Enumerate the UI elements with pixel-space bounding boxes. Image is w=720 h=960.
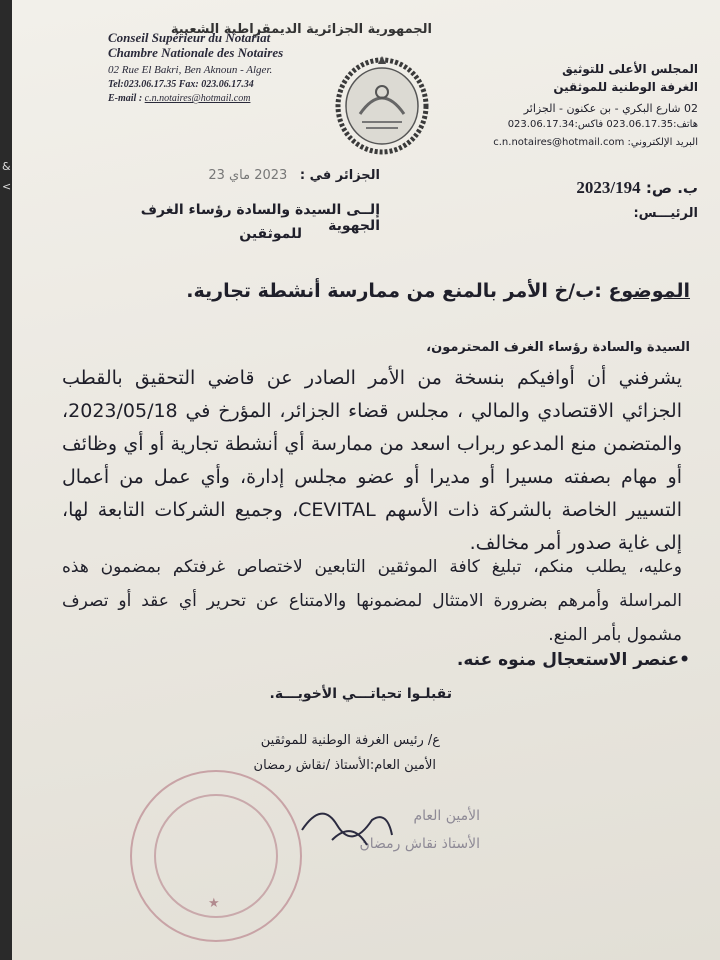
official-round-stamp <box>130 770 302 942</box>
reference-number: ب. ص: 2023/194 <box>576 178 698 197</box>
president-label: الرئيـــس: <box>633 206 698 221</box>
recipient-line-2: للموثقين <box>239 226 302 242</box>
email-french: E-mail : c.n.notaires@hotmail.com <box>108 93 251 104</box>
address-french: 02 Rue El Bakri, Ben Aknoun - Alger. <box>108 64 273 76</box>
closing-line: تقبلـوا تحياتـــي الأخويـــة. <box>269 686 452 702</box>
chamber-name-arabic: الغرفة الوطنية للموثقين <box>553 80 698 94</box>
letter-page <box>12 0 720 960</box>
phone-fax-french: Tel:023.06.17.35 Fax: 023.06.17.34 <box>108 79 254 90</box>
address-arabic: 02 شارع البكري - بن عكنون - الجزائر <box>523 102 698 115</box>
subject-line: الموضوع :ب/خ الأمر بالمنع من ممارسة أنشطة تجارية. <box>186 280 690 302</box>
edge-glyph: < <box>2 180 12 193</box>
salutation: السيدة والسادة رؤساء الغرف المحترمون، <box>426 340 690 355</box>
handwritten-signature-icon <box>292 790 412 860</box>
email-arabic: البريد الإلكتروني: c.n.notaires@hotmail.com <box>493 137 698 148</box>
signature-title: ع/ رئيس الغرفة الوطنية للموثقين <box>260 733 440 748</box>
republic-title: الجمهورية الجزائرية الديمقراطية الشعبية <box>170 22 432 37</box>
edge-glyph: & <box>2 160 11 173</box>
council-name-arabic: المجلس الأعلى للتوثيق <box>562 62 698 76</box>
stamp-star-icon: ★ <box>208 896 220 911</box>
stamp-secretary-name: الأستاذ نقاش رمضان <box>359 836 480 852</box>
recipient-line-1: إلــى السيدة والسادة رؤساء الغرف الجهوية <box>140 202 380 234</box>
signature-name: الأمين العام:الأستاذ /نقاش رمضان <box>253 758 436 773</box>
national-emblem-icon <box>332 52 432 156</box>
urgency-note: •عنصر الاستعجال منوه عنه. <box>456 650 690 670</box>
body-paragraph-1: يشرفني أن أوافيكم بنسخة من الأمر الصادر عن قاضي التحقيق بالقطب الجزائي الاقتصادي والمالي ، مجلس قضاء الجزائر، المؤرخ في 2023/05/18، والمتضمن منع المدعو ربراب اسعد من ممارسة أي أنشطة تجارية أو أي وظائف أو مهام بصفته مسيرا أو مديرا أو عضو مجلس إدارة، وأي عمل من أعمال التسيير الخاصة بالشركة ذات الأسهم CEVITAL، وجميع الشركات التابعة لها، إلى غاية صدور أمر مخالف. <box>62 367 682 554</box>
stamp-secretary-label: الأمين العام <box>413 808 480 824</box>
org-name-french: Conseil Supérieur du Notariat Chambre Nationale des Notaires <box>108 30 284 60</box>
phone-fax-arabic: هاتف:023.06.17.35 فاكس:023.06.17.34 <box>507 119 698 130</box>
body-paragraph-2: وعليه، يطلب منكم، تبليغ كافة الموثقين التابعين لاختصاص غرفتكم بمضمون هذه المراسلة وأمرهم بضرورة الامتثال لمضمونها والامتناع عن تحرير أي عقد أو تصرف مشمول بأمر المنع. <box>62 557 682 645</box>
date-line: الجزائر في : 2023 ماي 23 <box>208 168 380 183</box>
